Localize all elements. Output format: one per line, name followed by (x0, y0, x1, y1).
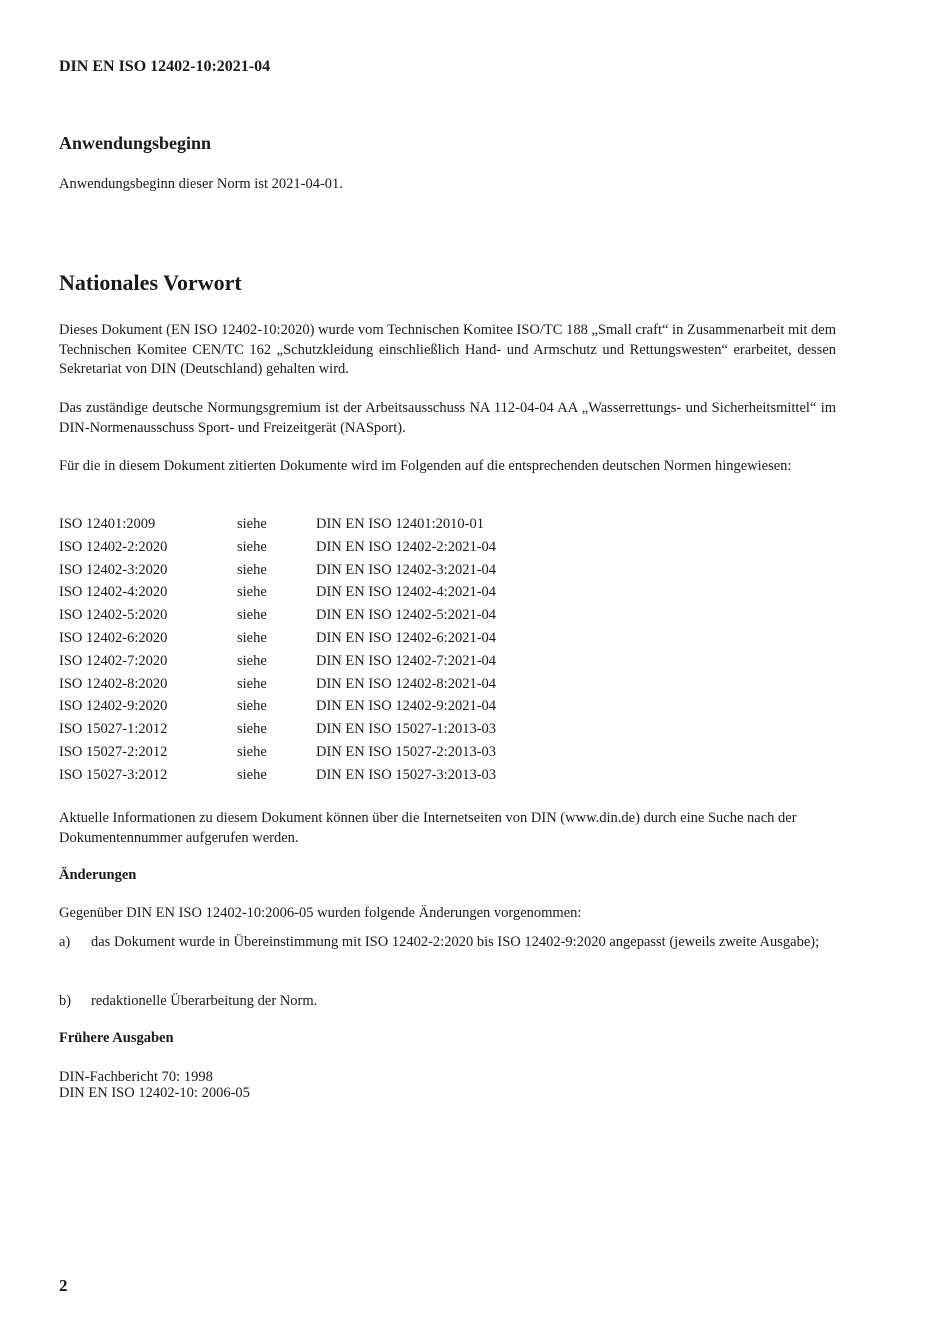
reference-row (59, 766, 496, 789)
reference-iso: ISO 15027-3:2012 (59, 766, 168, 783)
reference-siehe: siehe (237, 652, 267, 669)
heading-aenderungen: Änderungen (59, 867, 137, 883)
reference-row (59, 515, 496, 538)
reference-din: DIN EN ISO 15027-2:2013-03 (316, 743, 497, 760)
fruehere-ausgaben-line: DIN-Fachbericht 70: 1998 (59, 1069, 213, 1085)
reference-din: DIN EN ISO 12402-5:2021-04 (316, 607, 497, 624)
reference-siehe: siehe (237, 629, 267, 646)
reference-siehe: siehe (237, 516, 267, 532)
reference-row (59, 538, 496, 561)
reference-table (59, 515, 496, 789)
reference-iso: ISO 15027-1:2012 (59, 721, 168, 738)
reference-iso: ISO 12402-9:2020 (59, 698, 168, 715)
reference-row (59, 629, 496, 652)
reference-row (59, 652, 496, 675)
reference-din: DIN EN ISO 15027-1:2013-03 (316, 721, 497, 738)
reference-siehe: siehe (237, 607, 267, 624)
reference-din: DIN EN ISO 15027-3:2013-03 (316, 766, 497, 783)
reference-siehe: siehe (237, 584, 267, 601)
reference-iso: ISO 12402-5:2020 (59, 607, 168, 624)
reference-iso: ISO 12402-3:2020 (59, 561, 168, 578)
reference-row (59, 697, 496, 720)
reference-iso: ISO 12401:2009 (59, 516, 156, 532)
reference-din: DIN EN ISO 12402-4:2021-04 (316, 584, 497, 601)
reference-din: DIN EN ISO 12402-6:2021-04 (316, 629, 497, 646)
reference-siehe: siehe (237, 675, 267, 692)
fruehere-ausgaben-line: DIN EN ISO 12402-10: 2006-05 (59, 1085, 250, 1101)
reference-siehe: siehe (237, 561, 267, 578)
reference-siehe: siehe (237, 766, 267, 783)
vorwort-paragraph-4: Aktuelle Informationen zu diesem Dokument können über die Internetseiten von DIN (www.din.de) durch eine Suche nach der Dokumentennummer aufgerufen werden. (59, 810, 797, 846)
heading-nationales-vorwort: Nationales Vorwort (59, 270, 242, 295)
reference-iso: ISO 15027-2:2012 (59, 743, 168, 760)
reference-row (59, 743, 496, 766)
vorwort-paragraph-3: Für die in diesem Dokument zitierten Dokumente wird im Folgenden auf die entsprechenden deutschen Normen hingewiesen: (59, 458, 792, 474)
reference-row (59, 675, 496, 698)
reference-iso: ISO 12402-6:2020 (59, 629, 168, 646)
reference-siehe: siehe (237, 721, 267, 738)
reference-din: DIN EN ISO 12402-7:2021-04 (316, 652, 497, 669)
anwendungsbeginn-text: Anwendungsbeginn dieser Norm ist 2021-04-01. (59, 176, 343, 192)
list-item-marker: a) (59, 934, 71, 950)
vorwort-paragraph-2: Das zuständige deutsche Normungsgremium ist der Arbeitsausschuss NA 112-04-04 AA „Wasserrettungs- und Sicherheitsmittel“ im DIN-Normenausschuss Sport- und Freizeitgerät (NASport). (59, 400, 836, 436)
reference-din: DIN EN ISO 12402-2:2021-04 (316, 538, 497, 555)
reference-row (59, 606, 496, 629)
reference-siehe: siehe (237, 698, 267, 715)
reference-iso: ISO 12402-7:2020 (59, 652, 168, 669)
reference-din: DIN EN ISO 12402-9:2021-04 (316, 698, 497, 715)
reference-row (59, 720, 496, 743)
reference-iso: ISO 12402-4:2020 (59, 584, 168, 601)
page-number: 2 (59, 1276, 68, 1295)
heading-fruehere-ausgaben: Frühere Ausgaben (59, 1030, 174, 1046)
heading-anwendungsbeginn: Anwendungsbeginn (59, 133, 212, 153)
list-item-text: redaktionelle Überarbeitung der Norm. (91, 993, 318, 1009)
document-header: DIN EN ISO 12402-10:2021-04 (59, 58, 271, 75)
reference-siehe: siehe (237, 538, 267, 555)
reference-row (59, 561, 496, 584)
reference-row (59, 583, 496, 606)
reference-din: DIN EN ISO 12402-8:2021-04 (316, 675, 497, 692)
vorwort-paragraph-1: Dieses Dokument (EN ISO 12402-10:2020) wurde vom Technischen Komitee ISO/TC 188 „Small craft“ in Zusammenarbeit mit dem Technischen Komitee CEN/TC 162 „Schutzkleidung einschließlich Hand- und Armschutz und Rettungswesten“ erarbeitet, dessen Sekretariat von DIN (Deutschland) gehalten wird. (59, 322, 836, 377)
reference-din: DIN EN ISO 12401:2010-01 (316, 516, 484, 532)
reference-din: DIN EN ISO 12402-3:2021-04 (316, 561, 497, 578)
aenderungen-intro: Gegenüber DIN EN ISO 12402-10:2006-05 wurden folgende Änderungen vorgenommen: (59, 905, 582, 921)
list-item-text: das Dokument wurde in Übereinstimmung mit ISO 12402-2:2020 bis ISO 12402-9:2020 angepasst (jeweils zweite Ausgabe); (91, 934, 820, 950)
reference-iso: ISO 12402-2:2020 (59, 538, 168, 555)
list-item-marker: b) (59, 993, 72, 1009)
reference-siehe: siehe (237, 743, 267, 760)
reference-iso: ISO 12402-8:2020 (59, 675, 168, 692)
